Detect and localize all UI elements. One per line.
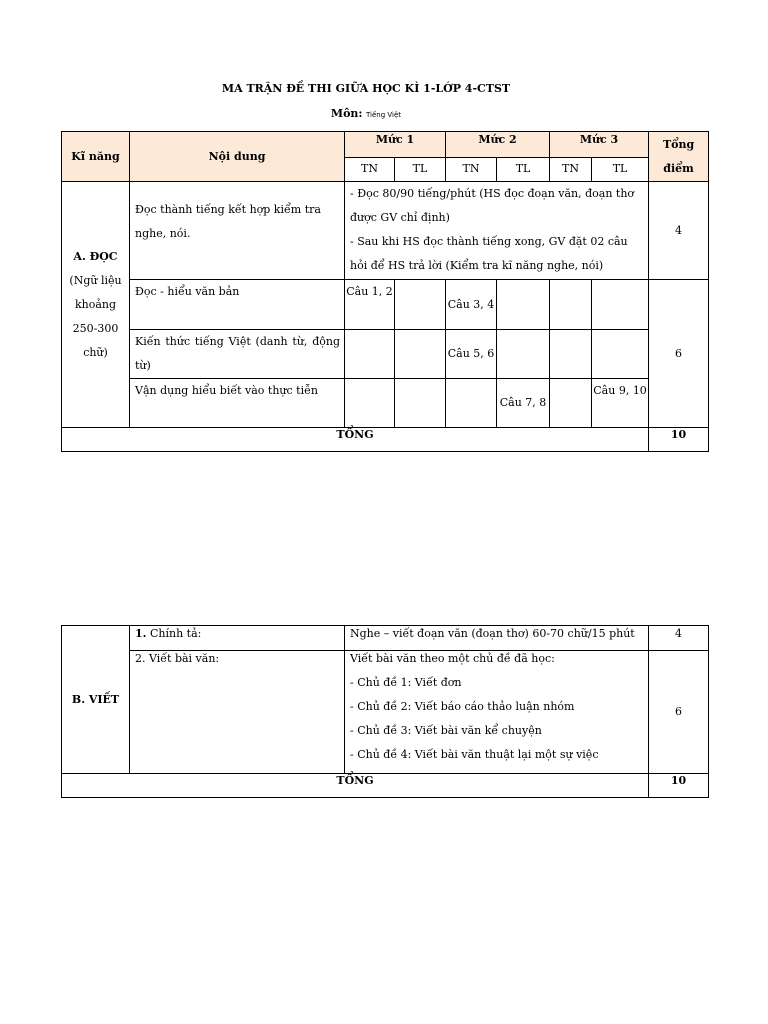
header-total-line1: Tổng bbox=[662, 137, 695, 151]
application-m3-tl: Câu 9, 10 bbox=[592, 379, 649, 428]
comprehension-content: Đọc - hiểu văn bản bbox=[130, 280, 345, 330]
reading-matrix-table bbox=[61, 131, 709, 452]
header-m2-tl: TL bbox=[497, 158, 550, 182]
header-level2: Mức 2 bbox=[446, 132, 550, 158]
reading-total-label: TỔNG bbox=[62, 428, 649, 452]
skill-reading-cell bbox=[62, 182, 130, 428]
comprehension-m1-tl bbox=[395, 280, 446, 330]
writing-total-score: 10 bbox=[649, 774, 709, 798]
application-m1-tl bbox=[395, 379, 446, 428]
comprehension-m2-tl bbox=[497, 280, 550, 330]
writing-total-label: TỔNG bbox=[62, 774, 649, 798]
skill-reading-name: A. ĐỌC bbox=[73, 249, 118, 263]
application-m3-tn bbox=[550, 379, 592, 428]
header-level3: Mức 3 bbox=[550, 132, 649, 158]
essay-score: 6 bbox=[649, 651, 709, 774]
skill-reading-note-1: (Ngữ liệu bbox=[69, 273, 122, 287]
vocabulary-m2-tl bbox=[497, 330, 550, 379]
reading-aloud-content: Đọc thành tiếng kết hợp kiểm tra nghe, nói. bbox=[130, 182, 345, 280]
header-m3-tl: TL bbox=[592, 158, 649, 182]
vocabulary-m3-tn bbox=[550, 330, 592, 379]
essay-topic-4: - Chủ đề 4: Viết bài văn thuật lại một sự việc bbox=[350, 748, 599, 761]
dictation-score: 4 bbox=[649, 626, 709, 651]
application-m1-tn bbox=[345, 379, 395, 428]
application-content: Vận dụng hiểu biết vào thực tiễn bbox=[130, 379, 345, 428]
application-m2-tl: Câu 7, 8 bbox=[497, 379, 550, 428]
comprehension-m1-tn: Câu 1, 2 bbox=[345, 280, 395, 330]
comprehension-m3-tn bbox=[550, 280, 592, 330]
group-score: 6 bbox=[649, 280, 709, 428]
skill-writing-name: B. VIẾT bbox=[62, 626, 130, 774]
skill-reading-note-3: 250-300 bbox=[72, 321, 119, 335]
header-m2-tn: TN bbox=[446, 158, 497, 182]
header-m3-tn: TN bbox=[550, 158, 592, 182]
vocabulary-m1-tl bbox=[395, 330, 446, 379]
vocabulary-m1-tn bbox=[345, 330, 395, 379]
header-total-line2: điểm bbox=[663, 161, 694, 175]
writing-matrix-table bbox=[61, 625, 709, 798]
application-m2-tn bbox=[446, 379, 497, 428]
reading-aloud-detail-2: - Sau khi HS đọc thành tiếng xong, GV đặt 02 câu hỏi để HS trả lời (Kiểm tra kĩ năng nghe, nói) bbox=[350, 235, 628, 272]
essay-topic-1: - Chủ đề 1: Viết đơn bbox=[350, 676, 462, 689]
vocabulary-m2-tn: Câu 5, 6 bbox=[446, 330, 497, 379]
header-skill: Kĩ năng bbox=[62, 132, 130, 182]
header-m1-tn: TN bbox=[345, 158, 395, 182]
dictation-label: Chính tả: bbox=[149, 627, 202, 640]
subject-line bbox=[0, 107, 732, 120]
header-level1: Mức 1 bbox=[345, 132, 446, 158]
essay-topic-2: - Chủ đề 2: Viết báo cáo thảo luận nhóm bbox=[350, 700, 575, 713]
subject-label: Môn: bbox=[330, 107, 363, 120]
reading-aloud-score: 4 bbox=[649, 182, 709, 280]
header-content: Nội dung bbox=[130, 132, 345, 182]
essay-topic-3: - Chủ đề 3: Viết bài văn kể chuyện bbox=[350, 724, 542, 737]
reading-aloud-detail-1: - Đọc 80/90 tiếng/phút (HS đọc đoạn văn, đoạn thơ được GV chỉ định) bbox=[350, 187, 635, 224]
dictation-number: 1. bbox=[135, 627, 147, 640]
dictation-detail: Nghe – viết đoạn văn (đoạn thơ) 60-70 chữ/15 phút bbox=[345, 626, 649, 651]
skill-reading-note-2: khoảng bbox=[74, 297, 117, 311]
essay-detail bbox=[345, 651, 649, 774]
essay-content: 2. Viết bài văn: bbox=[130, 651, 345, 774]
vocabulary-m3-tl bbox=[592, 330, 649, 379]
essay-intro: Viết bài văn theo một chủ đề đã học: bbox=[350, 652, 555, 665]
reading-total-score: 10 bbox=[649, 428, 709, 452]
skill-reading-note-4: chữ) bbox=[83, 345, 108, 359]
header-m1-tl: TL bbox=[395, 158, 446, 182]
reading-aloud-detail bbox=[345, 182, 649, 280]
comprehension-m3-tl bbox=[592, 280, 649, 330]
subject-value: Tiếng Việt bbox=[366, 111, 402, 119]
comprehension-m2-tn: Câu 3, 4 bbox=[446, 280, 497, 330]
dictation-content bbox=[130, 626, 345, 651]
document-title: MA TRẬN ĐỀ THI GIỮA HỌC KÌ 1-LỚP 4-CTST bbox=[221, 82, 511, 95]
vocabulary-content: Kiến thức tiếng Việt (danh từ, động từ) bbox=[130, 330, 345, 379]
header-total-score bbox=[649, 132, 709, 182]
